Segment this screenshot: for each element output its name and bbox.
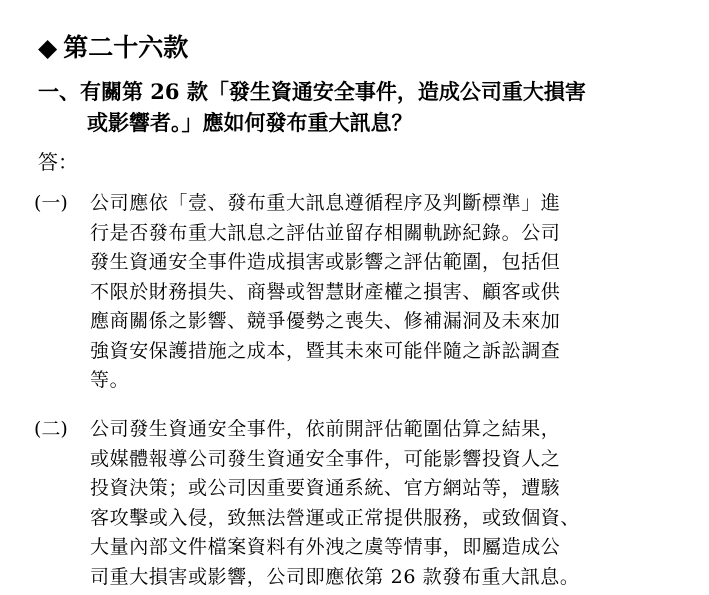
answer-label: 答： — [38, 150, 78, 174]
answer-item-1 — [34, 189, 674, 396]
paragraph-line: 司重大損害或影響，公司即應依第 26 款發布重大訊息。 — [90, 565, 580, 588]
question-line: 一、有關第 26 款「發生資通安全事件，造成公司重大損害 — [38, 79, 586, 104]
paragraph-line: 大量內部文件檔案資料有外洩之虞等情事，即屬造成公 — [90, 536, 561, 558]
paragraph-line: 不限於財務損失、商譽或智慧財產權之損害、顧客或供 — [90, 280, 561, 303]
section-heading — [38, 30, 188, 66]
paragraph-line: 等。 — [90, 369, 130, 391]
paragraph-line: 或媒體報導公司發生資通安全事件，可能影響投資人之 — [90, 447, 561, 470]
paragraph-line: 投資決策；或公司因重要資通系統、官方網站等，遭駭 — [90, 477, 561, 499]
answer-item-2 — [34, 415, 674, 592]
section-title: 第二十六款 — [63, 33, 189, 62]
paragraph-line: 客攻擊或入侵，致無法營運或正常提供服務，或致個資、 — [90, 506, 581, 529]
question — [38, 76, 678, 138]
paragraph-line: 行是否發布重大訊息之評估並留存相關軌跡紀錄。公司 — [90, 221, 561, 244]
paragraph-line: 強資安保護措施之成本，暨其未來可能伴隨之訴訟調查 — [90, 339, 561, 362]
paragraph-line: 發生資通安全事件造成損害或影響之評估範圍，包括但 — [90, 251, 561, 273]
question-line: 或影響者。」應如何發布重大訊息？ — [87, 110, 413, 135]
item-marker: (一) — [34, 192, 68, 214]
paragraph-line: 公司應依「壹、發布重大訊息遵循程序及判斷標準」進 — [90, 192, 561, 214]
item-marker: (二) — [34, 418, 68, 440]
paragraph-line: 公司發生資通安全事件，依前開評估範圍估算之結果， — [90, 418, 561, 440]
diamond-icon: ◆ — [38, 33, 58, 62]
paragraph-line: 應商關係之影響、競爭優勢之喪失、修補漏洞及未來加 — [90, 310, 561, 332]
